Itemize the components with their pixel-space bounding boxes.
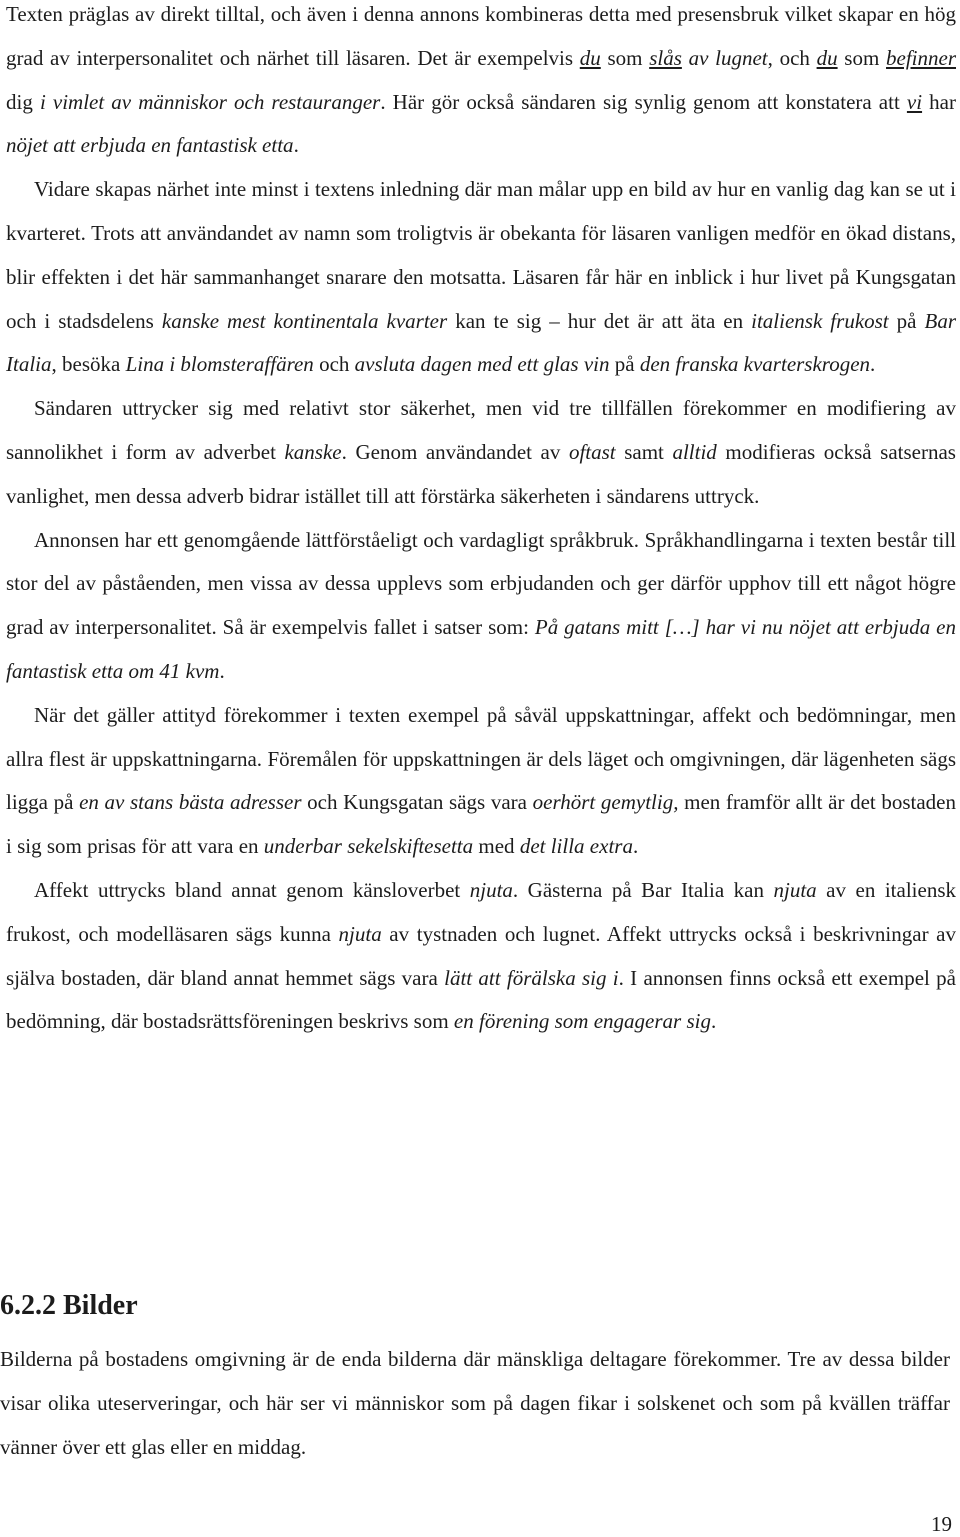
text-run: och	[313, 352, 355, 377]
text-run: som	[600, 45, 650, 70]
italic-emphasis: njuta	[469, 877, 513, 902]
text-run: Vidare skapas närhet inte minst i textens inledning där man målar upp en bild av hur en vanlig dag kan se ut i kvarteret. Trots att användandet av namn som troligtvis är obekanta för läsaren vanligen medför en ökad distans, blir effekten i det här sammanhanget snarare den motsatta. Läsaren får här en inblick i hur livet på Kungsgatan och i stadsdelens	[6, 177, 956, 333]
section-heading: 6.2.2 Bilder	[0, 1290, 138, 1321]
italic-emphasis: oftast	[568, 439, 616, 464]
italic-emphasis: På gatans mitt […] har vi nu nöjet att erbjuda en fantastisk etta om 41 kvm	[6, 615, 956, 683]
italic-emphasis: lätt att förälska sig i	[444, 965, 619, 990]
text-run: Annonsen har ett genomgående lättförståeligt och vardagligt språkbruk. Språkhandlingarna i texten består till stor del av påståenden, men vissa av dessa upplevs som erbjudanden och ger därför upphov till ett något högre grad av interpersonalitet. Så är exempelvis fallet i satser som:	[6, 527, 956, 640]
text-run: på	[888, 308, 925, 333]
italic-emphasis: underbar sekelskiftesetta	[263, 834, 474, 859]
body-paragraph-6	[6, 869, 956, 1044]
italic-emphasis: en förening som engagerar sig	[453, 1009, 711, 1034]
text-run: .	[632, 834, 639, 859]
body-paragraph-1	[6, 0, 956, 168]
underlined-emphasis: slås	[649, 45, 682, 70]
text-run: . Gästerna på Bar Italia kan	[512, 877, 774, 902]
body-text	[6, 0, 956, 1044]
text-run: . Genom användandet av	[341, 439, 569, 464]
italic-emphasis: alltid	[672, 439, 717, 464]
text-run: av tystnaden och lugnet. Affekt uttrycks också i beskrivningar av själva bostaden, där bland annat hemmet sägs vara	[6, 921, 956, 990]
text-run: som	[837, 45, 887, 70]
text-run: Affekt uttrycks bland annat genom känsloverbet	[34, 877, 470, 902]
text-run: men framför allt är det bostaden i sig som prisas för att vara en	[6, 790, 957, 859]
italic-emphasis: en av stans bästa adresser	[79, 790, 302, 815]
italic-emphasis: njuta	[338, 921, 382, 946]
italic-emphasis: den franska kvarterskrogen	[639, 352, 871, 377]
text-run: kan te sig – hur det är att äta en	[447, 308, 752, 333]
section-paragraph: Bilderna på bostadens omgivning är de enda bilderna där mänskliga deltagare förekommer. Tre av dessa bilder visar olika uteserveringar, och här ser vi människor som på dagen fikar i solskenet och som på kvällen träffar vänner över ett glas eller en middag.	[0, 1347, 950, 1459]
text-run: . I annonsen finns också ett exempel på bedömning, där bostadsrättsföreningen beskrivs som	[6, 965, 956, 1034]
text-run: med	[473, 834, 520, 859]
italic-emphasis: i vimlet av människor och restauranger	[39, 89, 381, 114]
text-run: När det gäller attityd förekommer i texten exempel på såväl uppskattningar, affekt och bedömningar, men allra flest är uppskattningarna. Föremålen för uppskattningen är dels läget och omgivningen, där lägenheten sägs ligga på	[6, 702, 956, 815]
italic-emphasis: avsluta dagen med ett glas vin	[354, 352, 610, 377]
text-run: av en italiensk frukost, och modelläsaren sägs kunna	[6, 877, 956, 946]
text-run: modifieras också satsernas vanlighet, men dessa adverb bidrar istället till att förstärka säkerheten i sändarens uttryck.	[6, 439, 956, 508]
italic-emphasis: oerhört gemytlig,	[532, 790, 679, 815]
text-run: har	[922, 89, 956, 114]
text-run: samt	[615, 439, 673, 464]
text-run: Sändaren uttrycker sig med relativt stor säkerhet, men vid tre tillfällen förekommer en modifiering av sannolikhet i form av adverbet	[6, 396, 956, 464]
text-run: , och	[767, 45, 817, 70]
italic-emphasis: italiensk frukost	[751, 308, 889, 333]
text-run: , besöka	[51, 352, 126, 377]
italic-emphasis: nöjet att erbjuda en fantastisk etta	[6, 133, 294, 158]
body-paragraph-3	[6, 387, 956, 518]
text-run: och Kungsgatan sägs vara	[301, 790, 533, 815]
text-run: dig	[6, 89, 40, 114]
text-run: .	[710, 1009, 717, 1034]
underlined-emphasis: vi	[906, 89, 923, 114]
italic-emphasis: kanske	[284, 439, 342, 464]
body-paragraph-4	[6, 519, 956, 694]
italic-emphasis: njuta	[773, 877, 817, 902]
italic-emphasis: Lina i blomsteraffären	[125, 352, 314, 377]
text-run: Texten präglas av direkt tilltal, och även i denna annons kombineras detta med presensbruk vilket skapar en hög grad av interpersonalitet och närhet till läsaren. Det är exempelvis	[6, 2, 956, 70]
underlined-emphasis: du	[816, 45, 838, 70]
italic-emphasis: det lilla extra	[519, 834, 633, 859]
italic-emphasis: Bar Italia	[6, 308, 957, 377]
italic-emphasis: kanske mest kontinentala kvarter	[161, 308, 448, 333]
body-paragraph-2	[6, 168, 956, 387]
underlined-emphasis: befinner	[886, 45, 956, 70]
text-run: .	[870, 352, 876, 377]
text-run: .	[293, 133, 299, 158]
text-run: på	[609, 352, 640, 377]
italic-emphasis: av lugnet	[681, 45, 768, 70]
text-run: . Här gör också sändaren sig synlig genom att konstatera att	[380, 89, 907, 114]
text-run: .	[219, 658, 225, 683]
underlined-emphasis: du	[579, 45, 601, 70]
page-number: 19	[931, 1512, 952, 1536]
document-page	[6, 0, 956, 1044]
section-body	[0, 1338, 950, 1469]
body-paragraph-5	[6, 694, 956, 869]
